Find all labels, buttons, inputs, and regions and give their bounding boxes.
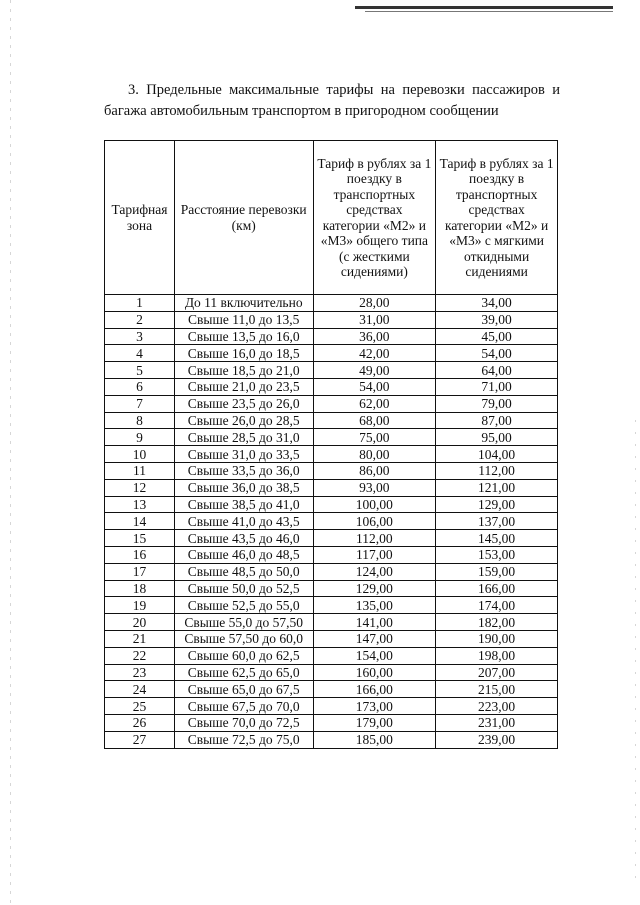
cell-distance: Свыше 33,5 до 36,0 bbox=[174, 462, 313, 479]
cell-distance: Свыше 72,5 до 75,0 bbox=[174, 731, 313, 748]
cell-zone: 12 bbox=[105, 479, 175, 496]
cell-tariff-soft: 198,00 bbox=[436, 647, 558, 664]
cell-zone: 5 bbox=[105, 362, 175, 379]
cell-tariff-soft: 112,00 bbox=[436, 462, 558, 479]
table-row bbox=[105, 362, 558, 379]
cell-tariff-hard: 185,00 bbox=[313, 731, 436, 748]
cell-tariff-hard: 75,00 bbox=[313, 429, 436, 446]
cell-distance: Свыше 48,5 до 50,0 bbox=[174, 563, 313, 580]
cell-zone: 24 bbox=[105, 681, 175, 698]
cell-tariff-soft: 215,00 bbox=[436, 681, 558, 698]
cell-distance: Свыше 70,0 до 72,5 bbox=[174, 714, 313, 731]
cell-distance: Свыше 38,5 до 41,0 bbox=[174, 496, 313, 513]
cell-zone: 21 bbox=[105, 630, 175, 647]
cell-tariff-hard: 124,00 bbox=[313, 563, 436, 580]
cell-tariff-hard: 36,00 bbox=[313, 328, 436, 345]
header-tariff-soft-seats: Тариф в рублях за 1 поездку в транспортных средствах категории «М2» и «М3» с мягкими откидными сидениями bbox=[436, 141, 558, 295]
top-rule bbox=[355, 6, 613, 9]
tariff-table bbox=[104, 140, 558, 749]
table-row bbox=[105, 395, 558, 412]
cell-distance: Свыше 46,0 до 48,5 bbox=[174, 546, 313, 563]
cell-tariff-hard: 154,00 bbox=[313, 647, 436, 664]
cell-tariff-hard: 179,00 bbox=[313, 714, 436, 731]
cell-zone: 22 bbox=[105, 647, 175, 664]
cell-zone: 4 bbox=[105, 345, 175, 362]
cell-tariff-hard: 62,00 bbox=[313, 395, 436, 412]
cell-distance: Свыше 41,0 до 43,5 bbox=[174, 513, 313, 530]
cell-tariff-soft: 34,00 bbox=[436, 295, 558, 312]
cell-tariff-soft: 190,00 bbox=[436, 630, 558, 647]
cell-tariff-soft: 45,00 bbox=[436, 328, 558, 345]
cell-distance: Свыше 62,5 до 65,0 bbox=[174, 664, 313, 681]
cell-tariff-soft: 166,00 bbox=[436, 580, 558, 597]
cell-tariff-hard: 93,00 bbox=[313, 479, 436, 496]
table-row bbox=[105, 731, 558, 748]
cell-distance: Свыше 28,5 до 31,0 bbox=[174, 429, 313, 446]
cell-tariff-soft: 182,00 bbox=[436, 614, 558, 631]
table-row bbox=[105, 412, 558, 429]
cell-tariff-hard: 68,00 bbox=[313, 412, 436, 429]
cell-zone: 16 bbox=[105, 546, 175, 563]
section-heading: 3. Предельные максимальные тарифы на перевозки пассажиров и багажа автомобильным транспортом в пригородном сообщении bbox=[104, 82, 560, 119]
cell-zone: 6 bbox=[105, 378, 175, 395]
cell-zone: 11 bbox=[105, 462, 175, 479]
cell-tariff-hard: 106,00 bbox=[313, 513, 436, 530]
table-row bbox=[105, 647, 558, 664]
table-row bbox=[105, 530, 558, 547]
table-row bbox=[105, 496, 558, 513]
cell-distance: До 11 включительно bbox=[174, 295, 313, 312]
table-row bbox=[105, 614, 558, 631]
table-row bbox=[105, 563, 558, 580]
cell-tariff-hard: 166,00 bbox=[313, 681, 436, 698]
cell-zone: 7 bbox=[105, 395, 175, 412]
cell-zone: 23 bbox=[105, 664, 175, 681]
cell-zone: 9 bbox=[105, 429, 175, 446]
cell-distance: Свыше 18,5 до 21,0 bbox=[174, 362, 313, 379]
table-row bbox=[105, 479, 558, 496]
cell-zone: 25 bbox=[105, 698, 175, 715]
table-row bbox=[105, 513, 558, 530]
cell-zone: 2 bbox=[105, 311, 175, 328]
cell-distance: Свыше 23,5 до 26,0 bbox=[174, 395, 313, 412]
cell-tariff-hard: 54,00 bbox=[313, 378, 436, 395]
cell-distance: Свыше 16,0 до 18,5 bbox=[174, 345, 313, 362]
cell-tariff-soft: 64,00 bbox=[436, 362, 558, 379]
cell-tariff-hard: 141,00 bbox=[313, 614, 436, 631]
header-distance: Расстояние перевозки (км) bbox=[174, 141, 313, 295]
cell-tariff-hard: 28,00 bbox=[313, 295, 436, 312]
cell-tariff-soft: 104,00 bbox=[436, 446, 558, 463]
table-row bbox=[105, 597, 558, 614]
cell-distance: Свыше 13,5 до 16,0 bbox=[174, 328, 313, 345]
cell-tariff-hard: 173,00 bbox=[313, 698, 436, 715]
cell-zone: 3 bbox=[105, 328, 175, 345]
cell-tariff-soft: 79,00 bbox=[436, 395, 558, 412]
cell-zone: 17 bbox=[105, 563, 175, 580]
cell-distance: Свыше 60,0 до 62,5 bbox=[174, 647, 313, 664]
cell-distance: Свыше 26,0 до 28,5 bbox=[174, 412, 313, 429]
cell-tariff-hard: 129,00 bbox=[313, 580, 436, 597]
cell-tariff-soft: 129,00 bbox=[436, 496, 558, 513]
cell-tariff-soft: 145,00 bbox=[436, 530, 558, 547]
table-row bbox=[105, 328, 558, 345]
table-row bbox=[105, 295, 558, 312]
cell-tariff-soft: 159,00 bbox=[436, 563, 558, 580]
cell-distance: Свыше 55,0 до 57,50 bbox=[174, 614, 313, 631]
cell-distance: Свыше 57,50 до 60,0 bbox=[174, 630, 313, 647]
cell-distance: Свыше 31,0 до 33,5 bbox=[174, 446, 313, 463]
cell-distance: Свыше 11,0 до 13,5 bbox=[174, 311, 313, 328]
cell-distance: Свыше 67,5 до 70,0 bbox=[174, 698, 313, 715]
cell-tariff-hard: 49,00 bbox=[313, 362, 436, 379]
header-zone: Тарифная зона bbox=[105, 141, 175, 295]
cell-distance: Свыше 50,0 до 52,5 bbox=[174, 580, 313, 597]
cell-tariff-soft: 137,00 bbox=[436, 513, 558, 530]
scan-edge-right bbox=[635, 420, 636, 880]
cell-zone: 19 bbox=[105, 597, 175, 614]
cell-tariff-hard: 160,00 bbox=[313, 664, 436, 681]
cell-distance: Свыше 65,0 до 67,5 bbox=[174, 681, 313, 698]
cell-tariff-soft: 39,00 bbox=[436, 311, 558, 328]
cell-tariff-soft: 153,00 bbox=[436, 546, 558, 563]
table-row bbox=[105, 345, 558, 362]
cell-tariff-soft: 87,00 bbox=[436, 412, 558, 429]
cell-tariff-hard: 135,00 bbox=[313, 597, 436, 614]
cell-zone: 27 bbox=[105, 731, 175, 748]
cell-zone: 20 bbox=[105, 614, 175, 631]
cell-zone: 18 bbox=[105, 580, 175, 597]
table-row bbox=[105, 462, 558, 479]
cell-tariff-soft: 207,00 bbox=[436, 664, 558, 681]
cell-zone: 10 bbox=[105, 446, 175, 463]
table-row bbox=[105, 378, 558, 395]
cell-tariff-soft: 54,00 bbox=[436, 345, 558, 362]
cell-distance: Свыше 43,5 до 46,0 bbox=[174, 530, 313, 547]
cell-tariff-soft: 231,00 bbox=[436, 714, 558, 731]
table-row bbox=[105, 546, 558, 563]
table-row bbox=[105, 630, 558, 647]
cell-tariff-hard: 42,00 bbox=[313, 345, 436, 362]
cell-tariff-hard: 80,00 bbox=[313, 446, 436, 463]
cell-distance: Свыше 21,0 до 23,5 bbox=[174, 378, 313, 395]
cell-tariff-soft: 174,00 bbox=[436, 597, 558, 614]
table-header-row bbox=[105, 141, 558, 295]
header-tariff-hard-seats: Тариф в рублях за 1 поездку в транспортных средствах категории «М2» и «М3» общего типа (с жесткими сидениями) bbox=[313, 141, 436, 295]
table-row bbox=[105, 681, 558, 698]
cell-zone: 26 bbox=[105, 714, 175, 731]
cell-zone: 14 bbox=[105, 513, 175, 530]
table-row bbox=[105, 311, 558, 328]
cell-distance: Свыше 52,5 до 55,0 bbox=[174, 597, 313, 614]
cell-zone: 8 bbox=[105, 412, 175, 429]
top-rule-thin bbox=[365, 11, 613, 12]
cell-tariff-soft: 95,00 bbox=[436, 429, 558, 446]
cell-zone: 13 bbox=[105, 496, 175, 513]
table-row bbox=[105, 664, 558, 681]
cell-tariff-hard: 31,00 bbox=[313, 311, 436, 328]
cell-zone: 15 bbox=[105, 530, 175, 547]
tariff-table-body bbox=[105, 295, 558, 749]
table-row bbox=[105, 714, 558, 731]
table-row bbox=[105, 580, 558, 597]
cell-tariff-soft: 71,00 bbox=[436, 378, 558, 395]
cell-tariff-soft: 121,00 bbox=[436, 479, 558, 496]
cell-tariff-hard: 147,00 bbox=[313, 630, 436, 647]
table-row bbox=[105, 429, 558, 446]
cell-tariff-hard: 117,00 bbox=[313, 546, 436, 563]
cell-tariff-soft: 239,00 bbox=[436, 731, 558, 748]
table-row bbox=[105, 446, 558, 463]
table-row bbox=[105, 698, 558, 715]
cell-tariff-hard: 112,00 bbox=[313, 530, 436, 547]
cell-distance: Свыше 36,0 до 38,5 bbox=[174, 479, 313, 496]
scan-edge-left bbox=[10, 0, 11, 905]
cell-tariff-soft: 223,00 bbox=[436, 698, 558, 715]
cell-tariff-hard: 100,00 bbox=[313, 496, 436, 513]
cell-zone: 1 bbox=[105, 295, 175, 312]
cell-tariff-hard: 86,00 bbox=[313, 462, 436, 479]
